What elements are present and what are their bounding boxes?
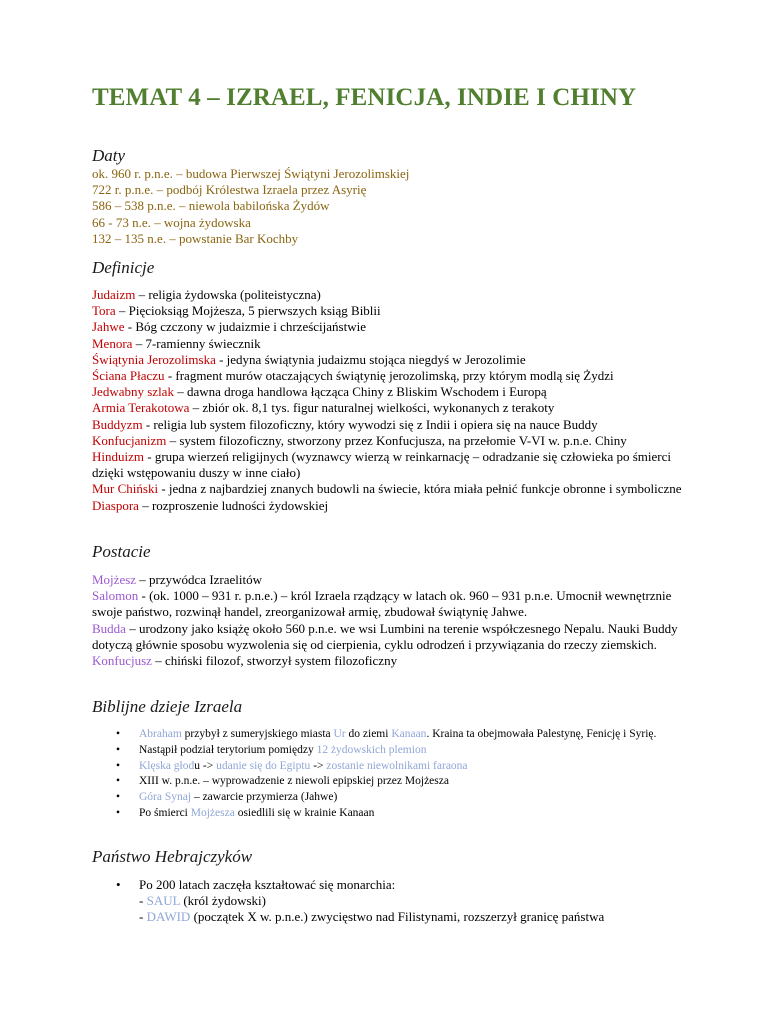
section-heading-daty: Daty <box>92 146 126 165</box>
person-text: – chiński filozof, stworzył system filozoficzny <box>151 653 398 669</box>
biblical-history-list <box>92 727 672 822</box>
definition-term: Armia Terakotowa <box>92 400 190 416</box>
list-text: u -> <box>194 759 217 772</box>
definition-term: Judaizm <box>92 287 136 302</box>
person-item <box>92 572 692 588</box>
list-text: Nastąpił podział terytorium pomiędzy <box>139 743 317 756</box>
list-text: . Kraina ta obejmowała Palestynę, Fenicję i Syrię. <box>426 728 657 740</box>
place-name: Ur <box>333 728 346 740</box>
people-list <box>92 572 692 669</box>
definition-item <box>92 417 692 433</box>
definition-term: Świątynia Jerozolimska <box>92 351 216 367</box>
dates-list <box>92 166 692 247</box>
definition-term: Konfucjanizm <box>92 432 167 448</box>
definition-term: Ściana Płaczu <box>92 368 165 384</box>
definition-text: – system filozoficzny, stworzony przez Konfucjusza, na przełomie V-VI w. p.n.e. Chiny <box>166 432 627 448</box>
highlight-text: Klęska głod <box>139 759 195 772</box>
definition-item <box>92 433 692 449</box>
person-name: Mojżesza <box>190 806 235 819</box>
definition-text: - Bóg czczony w judaizmie i chrześcijaństwie <box>124 319 366 335</box>
definition-text: - fragment murów otaczających świątynię jerozolimską, przy którym modlą się Żydzi <box>164 368 614 384</box>
person-text: – urodzony jako książę około 560 p.n.e. we wsi Lumbini na terenie współczesnego Nepalu. Nauki Buddy dotyczą głównie sposobu wyzwolenia się od cierpienia, cyklu odrodzeń i przywiązania do rzeczy ziemskich. <box>92 620 678 652</box>
person-name: Budda <box>92 620 126 636</box>
person-name: Mojżesz <box>92 572 137 587</box>
list-text: -> <box>310 759 327 772</box>
state-list <box>92 877 692 926</box>
date-line: 66 - 73 n.e. – wojna żydowska <box>92 214 251 230</box>
date-line: ok. 960 r. p.n.e. – budowa Pierwszej Świątyni Jerozolimskiej <box>92 166 410 181</box>
definition-item <box>92 303 692 319</box>
list-item <box>92 727 672 743</box>
person-text: - (ok. 1000 – 931 r. p.n.e.) – król Izraela rządzący w latach ok. 960 – 931 p.n.e. Umocnił wewnętrznie swoje państwo, rozwinął handel, zreorganizował armię, zbudował świątynię Jahwe. <box>92 588 672 620</box>
person-name: Salomon <box>92 588 139 604</box>
definition-term: Buddyzm <box>92 416 143 432</box>
person-name: Konfucjusz <box>92 653 152 669</box>
definition-item <box>92 384 692 400</box>
date-line: 586 – 538 p.n.e. – niewola babilońska Żydów <box>92 198 330 214</box>
dash: - <box>139 909 147 925</box>
list-text: osiedlili się w krainie Kanaan <box>234 806 375 819</box>
section-heading-panstwo: Państwo Hebrajczyków <box>92 847 253 866</box>
list-text: (król żydowski) <box>180 893 266 909</box>
list-item <box>92 759 672 775</box>
highlight-text: zostanie niewolnikami faraona <box>326 759 468 772</box>
definition-text: – rozproszenie ludności żydowskiej <box>138 497 329 513</box>
definition-item <box>92 481 692 497</box>
definition-item <box>92 352 692 368</box>
definitions-list <box>92 287 692 514</box>
person-item <box>92 588 692 620</box>
definition-item <box>92 319 692 335</box>
definition-item <box>92 498 692 514</box>
ruler-line <box>139 909 692 925</box>
list-item <box>92 877 692 926</box>
page-title: TEMAT 4 – IZRAEL, FENICJA, INDIE I CHINY <box>92 84 637 111</box>
list-item <box>92 790 672 806</box>
definition-item <box>92 400 692 416</box>
list-text: przybył z sumeryjskiego miasta <box>181 728 334 740</box>
definition-item <box>92 336 692 352</box>
ruler-name: SAUL <box>146 893 181 909</box>
definition-term: Tora <box>92 303 116 319</box>
highlight-text: udanie się do Egiptu <box>216 759 311 772</box>
place-name: Kanaan <box>391 728 427 740</box>
definition-term: Menora <box>92 335 133 351</box>
definition-item <box>92 449 692 481</box>
definition-item <box>92 287 692 303</box>
definition-item <box>92 368 692 384</box>
list-text: do ziemi <box>345 728 392 740</box>
definition-term: Jedwabny szlak <box>92 384 174 400</box>
ruler-name: DAWID <box>146 909 191 925</box>
person-item <box>92 653 692 669</box>
list-item <box>92 806 672 822</box>
definition-text: - jedyna świątynia judaizmu stojąca niegdyś w Jerozolimie <box>215 351 526 367</box>
definition-text: - religia lub system filozoficzny, który wywodzi się z Indii i opiera się na nauce Buddy <box>142 416 598 432</box>
section-heading-definicje: Definicje <box>92 258 155 277</box>
list-text: XIII w. p.n.e. – wyprowadzenie z niewoli epipskiej przez Mojżesza <box>139 775 449 788</box>
list-text: • Po 200 latach zaczęła kształtować się monarchia: <box>139 877 396 892</box>
definition-term: Hinduizm <box>92 449 144 465</box>
person-name: Abraham <box>139 728 182 740</box>
definition-text: – 7-ramienny świecznik <box>132 335 261 351</box>
definition-text: - jedna z najbardziej znanych budowli na świecie, która miała pełnić funkcje obronne i symboliczne <box>158 481 682 497</box>
person-text: – przywódca Izraelitów <box>136 572 263 587</box>
definition-term: Diaspora <box>92 497 139 513</box>
list-text: – zawarcie przymierza (Jahwe) <box>191 791 338 804</box>
definition-text: – Pięcioksiąg Mojżesza, 5 pierwszych ksiąg Biblii <box>115 303 381 319</box>
ruler-line <box>139 893 692 909</box>
list-item <box>92 774 672 790</box>
date-line: 132 – 135 n.e. – powstanie Bar Kochby <box>92 230 299 246</box>
definition-text: – zbiór ok. 8,1 tys. figur naturalnej wielkości, wykonanych z terakoty <box>189 400 555 416</box>
definition-text: - grupa wierzeń religijnych (wyznawcy wierzą w reinkarnację – odradzanie się człowieka po śmierci dzięki wstępowaniu duszy w inne ciało) <box>92 449 671 481</box>
person-item <box>92 621 692 653</box>
definition-term: Jahwe <box>92 319 125 335</box>
section-heading-biblijne: Biblijne dzieje Izraela <box>92 697 243 716</box>
date-line: 722 r. p.n.e. – podbój Królestwa Izraela przez Asyrię <box>92 182 367 198</box>
definition-text: – religia żydowska (politeistyczna) <box>135 287 321 302</box>
dash: - <box>139 893 147 909</box>
list-text: Po śmierci <box>139 806 191 819</box>
definition-term: Mur Chiński <box>92 481 159 497</box>
list-text: (początek X w. p.n.e.) zwycięstwo nad Filistynami, rozszerzył granicę państwa <box>190 909 605 925</box>
highlight-text: 12 żydowskich plemion <box>316 743 427 756</box>
definition-text: – dawna droga handlowa łącząca Chiny z Bliskim Wschodem i Europą <box>173 384 547 400</box>
list-item <box>92 743 672 759</box>
section-heading-postacie: Postacie <box>92 542 151 561</box>
place-name: Góra Synaj <box>139 791 192 804</box>
